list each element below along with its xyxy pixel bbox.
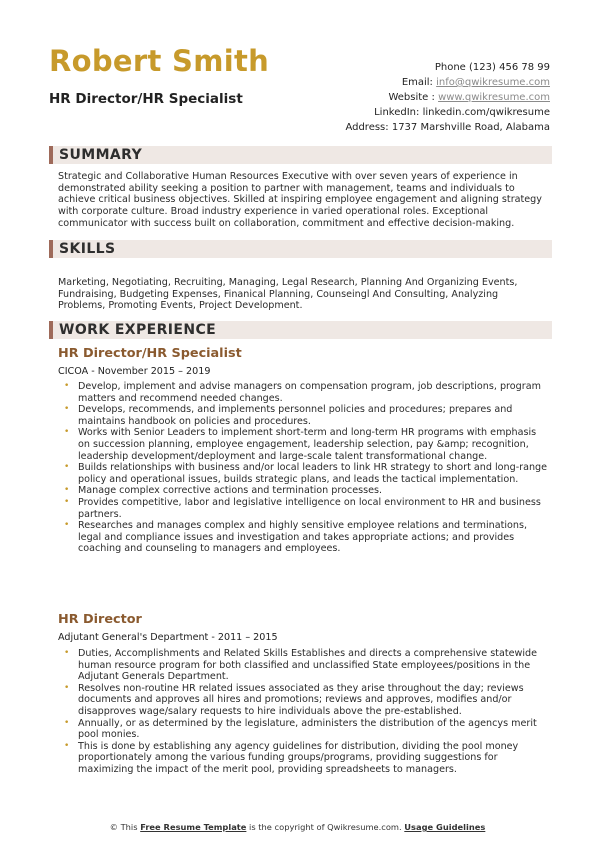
skills-text: Marketing, Negotiating, Recruiting, Managing, Legal Research, Planning And Organizing Events, Fundraising, Budgeting Expenses, Finanical Planning, Counseingl And Consulting, Analyzing Problems, Promoting Events, Project Development. [58,277,518,312]
bullet-item: • Develops, recommends, and implements personnel policies and procedures; prepares and maintains handbook on policies and procedures. [58,404,548,427]
job-title: HR Director/HR Specialist [58,346,242,361]
contact-block [345,60,550,135]
phone-label: Phone [434,62,466,73]
experience-heading: WORK EXPERIENCE [59,322,217,338]
bullet-item: • This is done by establishing any agency guidelines for distribution, dividing the pool money proportionately among the various funding groups/programs, providing suggestions for maximizing the impact of the merit pool, providing spreadsheets to managers. [58,741,548,776]
bullet-item: • Develop, implement and advise managers on compensation program, job descriptions, program matters and recommend needed changes. [58,381,548,404]
summary-heading: SUMMARY [59,147,143,163]
phone-value: (123) 456 78 99 [469,62,550,73]
linkedin-value: linkedin.com/qwikresume [422,107,550,118]
skills-heading: SKILLS [59,241,116,257]
footer [0,822,595,832]
job-company: CICOA - November 2015 – 2019 [58,366,211,377]
email-label: Email: [401,77,433,88]
free-resume-template-link[interactable]: Free Resume Template [140,822,247,832]
footer-middle: is the copyright of Qwikresume.com. [249,822,402,832]
contact-address [345,120,550,135]
job-bullets [58,381,548,555]
experience-section-header [49,321,552,339]
summary-section-header [49,146,552,164]
candidate-title: HR Director/HR Specialist [49,91,243,107]
bullet-item: • Works with Senior Leaders to implement short-term and long-term HR programs with emphasis on succession planning, employee engagement, leadership selection, pay &amp; recognition, leadership development/deployment and large-scale talent transformational change. [58,427,548,462]
website-label: Website : [388,92,435,103]
skills-section-header [49,240,552,258]
job-bullets [58,648,548,776]
bullet-item: • Provides competitive, labor and legislative intelligence on local environment to HR and business partners. [58,497,548,520]
contact-email [345,75,550,90]
job-company: Adjutant General's Department - 2011 – 2015 [58,632,278,643]
contact-website [345,90,550,105]
bullet-item: • Manage complex corrective actions and termination processes. [58,485,548,497]
contact-phone [345,60,550,75]
linkedin-label: LinkedIn: [374,107,420,118]
footer-prefix: © This [109,822,138,832]
bullet-item: • Builds relationships with business and/or local leaders to link HR strategy to short and long-range policy and operational issues, builds strategic plans, and leads the tactical implementation. [58,462,548,485]
bullet-item: • Annually, or as determined by the legislature, administers the distribution of the agencys merit pool monies. [58,718,548,741]
bullet-item: • Researches and manages complex and highly sensitive employee relations and terminations, legal and compliance issues and investigation and takes appropriate actions; and provides coaching and counseling to managers and employees. [58,520,548,555]
address-label: Address: [345,122,389,133]
summary-text: Strategic and Collaborative Human Resources Executive with over seven years of experience in demonstrated ability seeking a position to partner with management, teams and individuals to achieve critical business objectives. Skilled at inspiring employee engagement and aligning strategy with corporate culture. Broad industry experience in varied operational roles. Exceptional communicator with success built on collaboration, commitment and effective decision-making. [58,171,542,229]
bullet-item: • Duties, Accomplishments and Related Skills Establishes and directs a comprehensive statewide human resource program for both classified and unclassified State employees/positions in the Adjutant Generals Department. [58,648,548,683]
usage-guidelines-link[interactable]: Usage Guidelines [404,822,486,832]
email-link[interactable]: info@qwikresume.com [436,77,550,88]
address-value: 1737 Marshville Road, Alabama [391,122,550,133]
bullet-item: • Resolves non-routine HR related issues associated as they arise throughout the day; reviews documents and approves all hires and promotions; reviews and approves, modifies and/or disapproves wage/salary requests to hire individuals above the pre-established. [58,683,548,718]
website-link[interactable]: www.qwikresume.com [438,92,550,103]
job-title: HR Director [58,612,142,627]
candidate-name: Robert Smith [49,44,270,78]
contact-linkedin [345,105,550,120]
